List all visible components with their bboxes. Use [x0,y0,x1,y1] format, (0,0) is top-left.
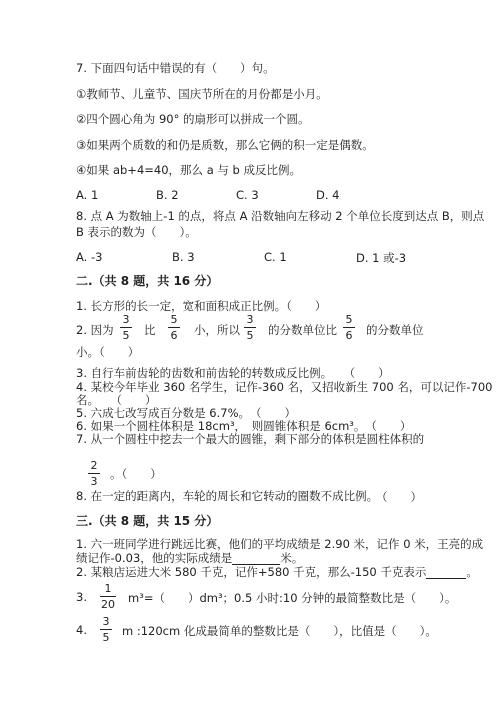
fraction-5-6-b [343,313,355,342]
fill-question-1-line-1: 1. 六一班同学进行跳远比赛，他们的平均成绩是 2.90 米，记作 0 米，王亮的成 [76,537,484,551]
fraction-denominator: 20 [101,598,115,611]
fraction-denominator: 6 [345,329,353,342]
tf-question-2-part-a: 2. 因为 [76,323,114,337]
fill-question-4-text: m :120cm 化成最简单的整数比是（ ），比值是（ ）。 [122,624,437,638]
fraction-numerator: 2 [90,459,98,472]
section2-header: 二.（共 8 题，共 16 分） [76,274,219,288]
tf-question-2-line-2: 小。（ ） [76,345,140,359]
fraction-numerator: 1 [104,582,112,595]
fraction-2-3 [88,459,100,488]
q8-option-b: B. 3 [172,250,195,264]
tf-question-2-part-d: 的分数单位比 [268,323,337,337]
tf-question-7-tail: 。（ ） [110,467,162,481]
tf-question-2-part-c: 小，所以 [194,323,240,337]
q8-line-2: B 表示的数为（ ）。 [76,225,197,239]
answer-blank[interactable] [426,567,466,579]
fraction-denominator: 5 [122,329,130,342]
section3-header: 三.（共 8 题，共 15 分） [76,514,219,528]
q7-option-c: C. 3 [236,188,259,202]
fraction-denominator: 5 [246,329,254,342]
fraction-3-5-b [244,313,256,342]
q7-statement-3: ③如果两个质数的和仍是质数，那么它俩的积一定是偶数。 [76,138,374,152]
q7-statement-1: ①教师节、儿童节、国庆节所在的月份都是小月。 [76,87,328,101]
q7-statement-4: ④如果 ab+4=40，那么 a 与 b 成反比例。 [76,163,302,177]
fraction-numerator: 3 [122,313,130,326]
q8-line-1: 8. 点 A 为数轴上-1 的点，将点 A 沿数轴向左移动 2 个单位长度到达点 B，则点 [76,209,485,223]
q8-option-a: A. -3 [76,250,103,264]
fill-question-1-text: 绩记作-0.03，他的实际成绩是 [76,551,233,565]
q7-statement-2: ②四个圆心角为 90° 的扇形可以拼成一个圆。 [76,112,310,126]
tf-question-7: 7. 从一个圆柱中挖去一个最大的圆锥，剩下部分的体积是圆柱体积的 [76,432,425,446]
fill-question-1-unit: 米。 [280,551,304,565]
fraction-numerator: 3 [246,313,254,326]
tf-question-2-part-b: 比 [144,323,156,337]
tf-question-1: 1. 长方形的长一定，宽和面积成正比例。（ ） [76,299,327,313]
fraction-1-20 [100,582,116,611]
q8-option-d: D. 1 或-3 [356,251,407,265]
tf-question-5: 5. 六成七改写成百分数是 6.7%。 （ ） [76,406,296,420]
tf-question-3: 3. 自行车前齿轮的齿数和前齿轮的转数成反比例。 （ ） [76,366,390,380]
tf-question-4-line-2: 名。 （ ） [76,393,157,407]
tf-question-4-line-1: 4. 某校今年毕业 360 名学生，记作-360 名，又招收新生 700 名，可以记作-700 [76,380,493,394]
answer-blank[interactable] [232,553,280,565]
fraction-3-5-a [120,313,132,342]
q7-option-a: A. 1 [76,188,99,202]
tf-question-8: 8. 在一定的距离内，车轮的周长和它转动的圈数不成比例。 [76,489,379,503]
fraction-numerator: 5 [170,313,178,326]
q7-stem: 7. 下面四句话中错误的有（ ）句。 [76,61,275,75]
fraction-3-5-c [100,615,112,644]
tf-question-2-part-e: 的分数单位 [366,323,424,337]
fill-question-2-end: 。 [466,565,478,579]
fraction-denominator: 3 [90,475,98,488]
q7-option-b: B. 2 [156,188,179,202]
fraction-numerator: 5 [345,313,353,326]
fill-question-2-text: 2. 某粮店运进大米 580 千克，记作+580 千克，那么-150 千克表示 [76,565,427,579]
fill-question-3-number: 3. [76,590,87,604]
fraction-denominator: 6 [170,329,178,342]
fraction-denominator: 5 [102,631,110,644]
q8-option-c: C. 1 [264,250,287,264]
fill-question-3-text: m³=（ ）dm³；0.5 小时:10 分钟的最简整数比是（ ）。 [128,591,457,605]
fill-question-1-line-2 [76,551,303,565]
fill-question-4-number: 4. [76,623,87,637]
q7-option-d: D. 4 [316,188,340,202]
tf-question-6: 6. 如果一个圆柱体积是 18cm³， 则圆锥体积是 6cm³。 （ ） [76,419,412,433]
fraction-5-6-a [168,313,180,342]
tf-question-8-paren: （ ） [376,490,422,504]
fill-question-2 [76,565,478,579]
fraction-numerator: 3 [102,615,110,628]
